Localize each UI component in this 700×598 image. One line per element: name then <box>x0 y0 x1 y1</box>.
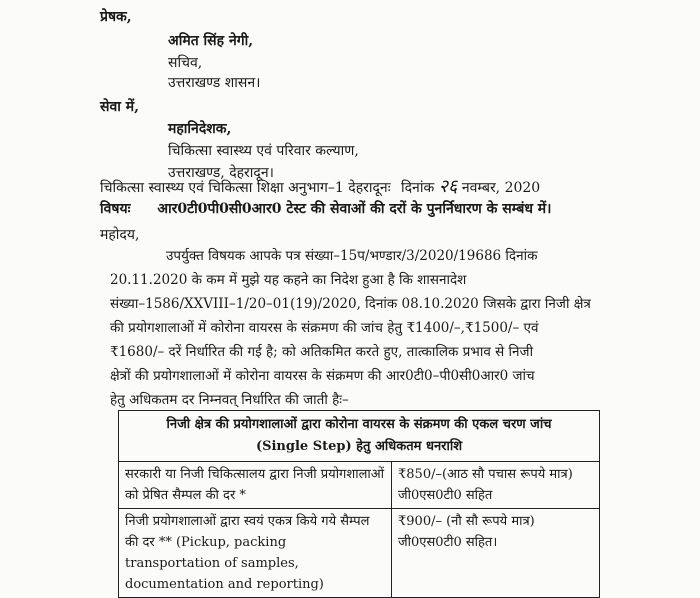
body-line: हेतु अधिकतम दर निम्नवत् निर्धारित की जाती हैः– <box>110 392 349 408</box>
sender-designation: सचिव, <box>168 55 203 71</box>
rate-description: निजी प्रयोगशालाओं द्वारा स्वयं एकत्र किये गये सैम्पल की दर ** (Pickup, packing transportation of samples, documentation and reporting) <box>119 509 392 598</box>
body-line: क्षेत्रों की प्रयोगशालाओं में कोरोना वायरस के संक्रमण की आर0टी0–पी0सी0आर0 जांच <box>110 368 535 384</box>
recipient-label: सेवा में, <box>100 99 139 115</box>
rate-table <box>118 410 600 598</box>
sender-label: प्रेषक, <box>100 9 132 25</box>
table-heading-row <box>119 411 600 462</box>
rate-description: सरकारी या निजी चिकित्सालय द्वारा निजी प्रयोगशालाओं को प्रेषित सैम्पल की दर * <box>119 462 392 509</box>
subject-text: आर0टी0पी0सी0आर0 टेस्ट की सेवाओं की दरों के पुनर्निधारण के सम्बंध में। <box>157 201 552 217</box>
rate-value: ₹850/–(आठ सौ पचास रूपये मात्र) जी0एस0टी0 सहित <box>392 462 600 509</box>
date-day-handwritten: २६ <box>438 176 458 197</box>
rate-value: ₹900/– (नौ सौ रूपये मात्र) जी0एस0टी0 सहित। <box>392 509 600 598</box>
table-heading-line: (Single Step) हेतु अधिकतम धनराशि <box>255 439 463 454</box>
table-row <box>119 509 600 598</box>
recipient-name: महानिदेशक, <box>168 121 232 137</box>
body-line: उपर्युक्त विषयक आपके पत्र संख्या–15प/भण्डार/3/2020/19686 दिनांक <box>166 248 538 264</box>
table-heading-line: निजी क्षेत्र की प्रयोगशालाओं द्वारा कोरोना वायरस के संक्रमण की एकल चरण जांच <box>166 417 552 432</box>
recipient-department: चिकित्सा स्वास्थ्य एवं परिवार कल्याण, <box>168 143 359 159</box>
body-line: ₹1680/– दरें निर्धारित की गई है; को अतिकमित करते हुए, तात्कालिक प्रभाव से निजी <box>110 344 534 360</box>
section-name: चिकित्सा स्वास्थ्य एवं चिकित्सा शिक्षा अनुभाग–1 देहरादूनः <box>100 180 391 196</box>
table-row <box>119 462 600 509</box>
section-line <box>100 178 540 197</box>
salutation: महोदय, <box>100 227 140 243</box>
sender-office: उत्तराखण्ड शासन। <box>168 75 261 91</box>
subject-label: विषयः <box>100 201 131 217</box>
subject-line <box>100 200 551 218</box>
body-line: की प्रयोगशालाओं में कोरोना वायरस के संक्रमण की जांच हेतु ₹1400/–,₹1500/– एवं <box>110 320 539 336</box>
body-line: 20.11.2020 के कम में मुझे यह कहने का निदेश हुआ है कि शासनादेश <box>110 272 467 288</box>
date-label: दिनांक <box>401 180 435 196</box>
sender-name: अमित सिंह नेगी, <box>168 33 254 49</box>
table-heading <box>119 411 600 462</box>
recipient-place: उत्तराखण्ड, देहरादून। <box>168 165 274 181</box>
body-line: संख्या–1586/XXVIII–1/20–01(19)/2020, दिनांक 08.10.2020 जिसके द्वारा निजी क्षेत्र <box>110 296 591 312</box>
body-paragraph <box>110 244 600 412</box>
date-month-year: नवम्बर, 2020 <box>461 180 541 196</box>
